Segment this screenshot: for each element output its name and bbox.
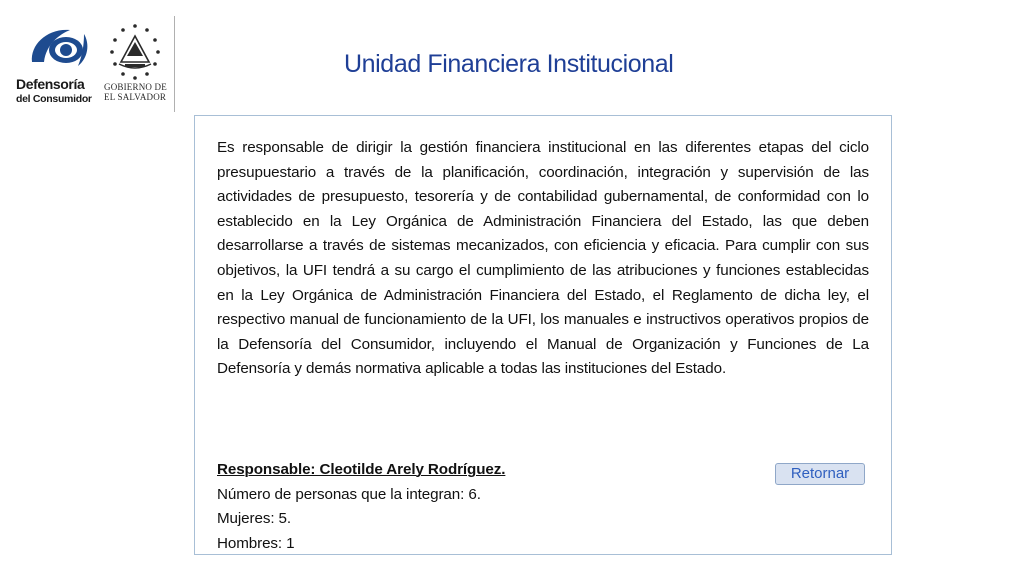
- header-divider: [174, 16, 175, 112]
- page-title: Unidad Financiera Institucional: [344, 50, 674, 78]
- defensoria-logo-line2: del Consumidor: [16, 93, 92, 105]
- gobierno-logo-line1: GOBIERNO DE: [104, 82, 167, 92]
- gobierno-logo-line2: EL SALVADOR: [104, 92, 167, 102]
- personas-text: Número de personas que la integran: 6.: [217, 485, 481, 503]
- coat-of-arms-icon: [107, 22, 163, 82]
- description-paragraph: Es responsable de dirigir la gestión financiera institucional en las diferentes etapas del ciclo presupuestario a través de la planificación, coordinación, integración y supervisión de las actividades de presupuesto, tesorería y de contabilidad gubernamental, de conformidad con lo establecido en la Ley Orgánica de Administración Financiera del Estado, las que deben desarrollarse a través de sistemas mecanizados, con eficiencia y eficacia. Para cumplir con sus objetivos, la UFI tendrá a su cargo el cumplimiento de las atribuciones y funciones establecidas en la Ley Orgánica de Administración Financiera del Estado, el Reglamento de dicha ley, el respectivo manual de funcionamiento de la UFI, los manuales e instructivos operativos propios de la Defensoría del Consumidor, incluyendo el Manual de Organización y Funciones de La Defensoría y demás normativa aplicable a todas las instituciones del Estado.: [217, 139, 869, 378]
- responsable-text: Responsable: Cleotilde Arely Rodríguez.: [217, 461, 506, 478]
- defensoria-logo: [14, 26, 100, 108]
- header-logos: [10, 18, 180, 113]
- gobierno-logo: [104, 22, 166, 112]
- retornar-button[interactable]: Retornar: [775, 463, 865, 485]
- mujeres-text: Mujeres: 5.: [217, 510, 292, 528]
- content-panel: [194, 115, 892, 555]
- defensoria-emblem-icon: [26, 26, 92, 72]
- hombres-text: Hombres: 1: [217, 534, 295, 552]
- unit-info: [217, 458, 737, 556]
- defensoria-logo-line1: Defensoría: [16, 76, 85, 92]
